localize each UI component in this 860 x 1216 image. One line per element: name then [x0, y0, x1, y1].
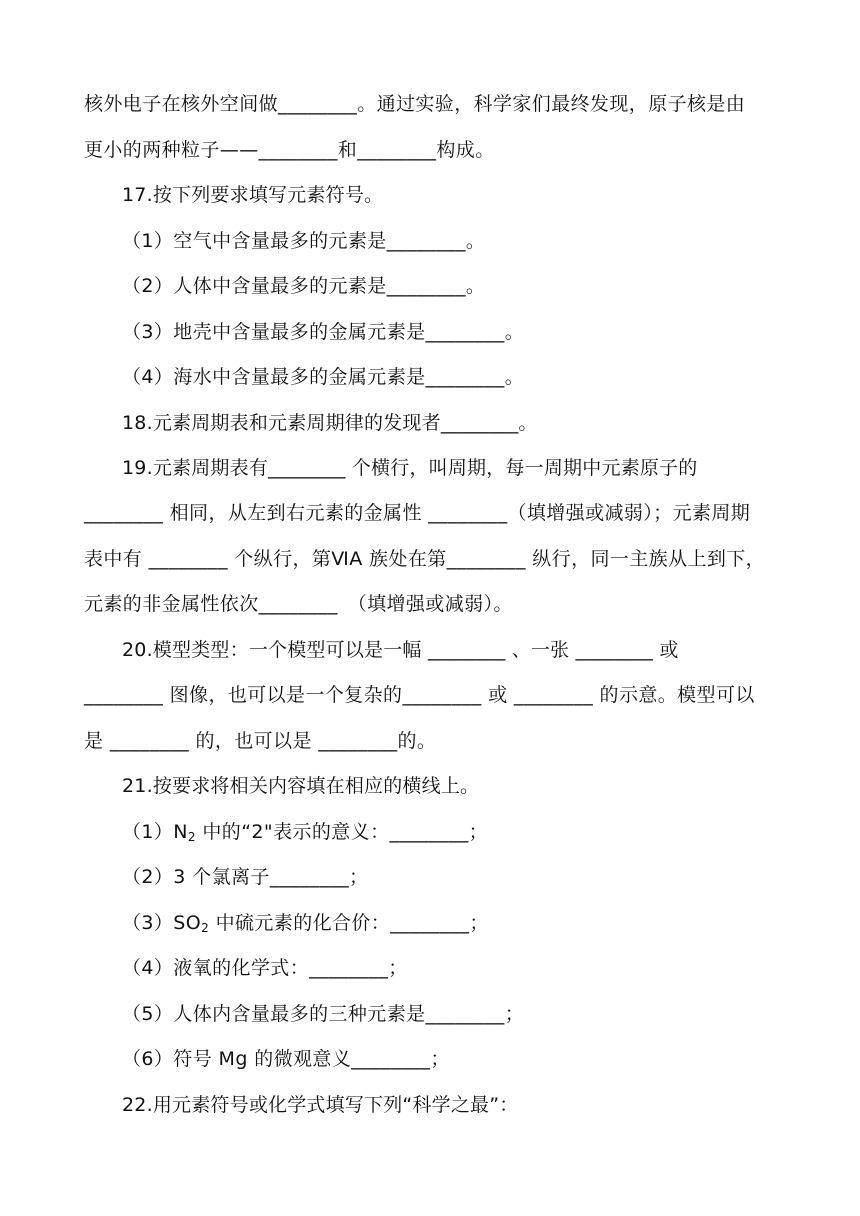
item-1-prefix: （1）N — [122, 821, 188, 843]
question-20-line-3: 是 ________ 的，也可以是 ________的。 — [84, 730, 437, 752]
question-21-item-2: （2）3 个氯离子________； — [122, 866, 369, 888]
question-21-item-6: （6）符号 Mg 的微观意义________； — [122, 1048, 450, 1070]
question-21-item-4: （4）液氧的化学式：________； — [122, 957, 408, 979]
question-17-item-2: （2）人体中含量最多的元素是________。 — [122, 275, 486, 297]
question-21-item-1 — [122, 818, 488, 851]
question-20-line-1: 20.模型类型：一个模型可以是一幅 ________ 、一张 ________ 或 — [122, 639, 679, 661]
question-21-item-3 — [122, 909, 489, 942]
question-21-title: 21.按要求将相关内容填在相应的横线上。 — [122, 775, 480, 797]
question-17-item-4: （4）海水中含量最多的金属元素是________。 — [122, 366, 525, 388]
text-line-1: 核外电子在核外空间做________。通过实验，科学家们最终发现，原子核是由 — [84, 93, 746, 115]
subscript: 2 — [187, 830, 196, 844]
question-19-line-4: 元素的非金属性依次________ （填增强或减弱）。 — [84, 593, 513, 615]
question-19-line-1: 19.元素周期表有________ 个横行，叫周期，每一周期中元素原子的 — [122, 457, 698, 479]
question-21-item-5: （5）人体内含量最多的三种元素是________； — [122, 1003, 525, 1025]
question-19-line-3: 表中有 ________ 个纵行，第ⅥA 族处在第________ 纵行，同一主族从上到下， — [84, 548, 766, 570]
question-20-line-2: ________ 图像，也可以是一个复杂的________ 或 ________ 的示意。模型可以 — [84, 684, 755, 706]
question-17-item-3: （3）地壳中含量最多的金属元素是________。 — [122, 321, 525, 343]
item-3-prefix: （3）SO — [122, 912, 202, 934]
item-1-suffix: 中的“2"表示的意义：________； — [195, 821, 489, 843]
subscript: 2 — [201, 921, 210, 935]
question-19-line-2: ________ 相同，从左到右元素的金属性 ________（填增强或减弱）；元素周期 — [84, 502, 751, 524]
question-17-item-1: （1）空气中含量最多的元素是________。 — [122, 230, 486, 252]
item-3-suffix: 中硫元素的化合价：________； — [209, 912, 489, 934]
question-17-title: 17.按下列要求填写元素符号。 — [122, 184, 384, 206]
question-18: 18.元素周期表和元素周期律的发现者________。 — [122, 412, 538, 434]
question-22-title: 22.用元素符号或化学式填写下列“科学之最”： — [122, 1094, 519, 1116]
text-line-2: 更小的两种粒子——________和________构成。 — [84, 139, 495, 161]
